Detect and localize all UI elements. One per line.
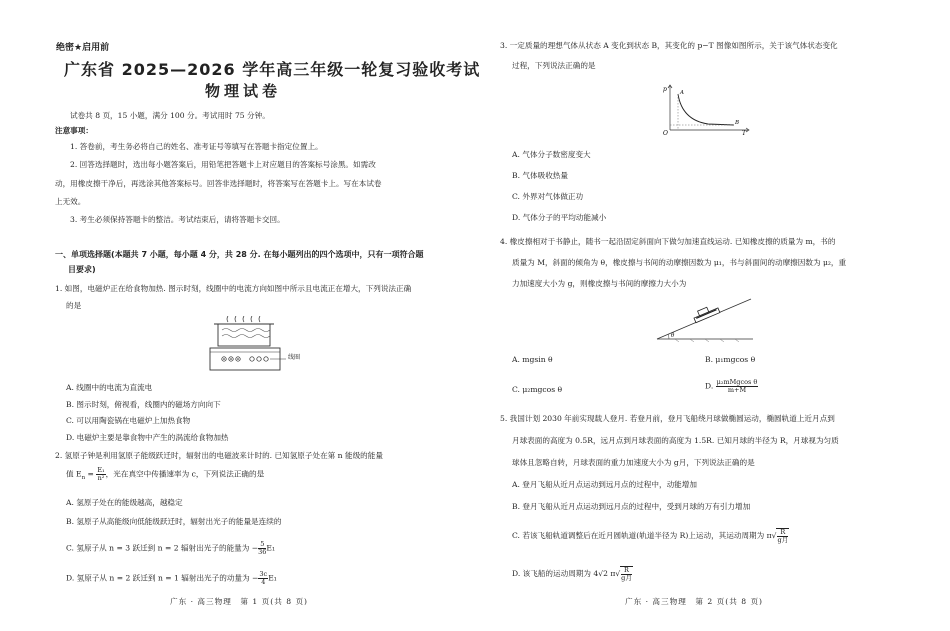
food-layer [222,329,270,332]
q5-stem-cont: 球体且忽略自转，月球表面的重力加速度大小为 g月，下列说法正确的是 [512,458,755,467]
page-footer: 广东 · 高三物理 第 2 页(共 8 页) [625,597,764,606]
exam-title: 广东省 2025—2026 学年高三年级一轮复习验收考试 [64,60,481,79]
q3-option-d[interactable]: D. 气体分子的平均动能减小 [512,213,607,222]
q4-option-a[interactable]: A. mgsin θ [512,355,553,364]
q1-option-c[interactable]: C. 可以用陶瓷锅在电磁炉上加热食物 [66,416,191,425]
q4-option-d[interactable]: D. $\frac{\text{μ₂mMgcos θ}}{m+M}$ [705,378,758,394]
q1-option-a[interactable]: A. 线圈中的电流为直流电 [66,383,153,392]
note-item: 动，用橡皮擦干净后，再选涂其他答案标号。回答非选择题时，将答案写在答题卡上。写在本试卷 [55,179,382,188]
q1-option-d[interactable]: D. 电磁炉主要是靠食物中产生的涡流给食物加热 [66,433,229,442]
point-a-label: A [680,90,684,96]
note-item: 1. 答卷前，考生务必将自己的姓名、准考证号等填写在答题卡指定位置上。 [70,142,323,151]
induction-cooker-figure [200,316,310,378]
q3-option-b[interactable]: B. 气体吸收热量 [512,171,568,180]
q5-option-a[interactable]: A. 登月飞船从近月点运动到远月点的过程中，动能增加 [512,480,697,489]
note-item: 上无效。 [55,197,86,206]
q4-stem-cont: 质量为 M，斜面的倾角为 θ，橡皮擦与书间的动摩擦因数为 μ₁，书与斜面间的动摩擦因数为 μ₂，重 [512,258,847,267]
q2-option-a[interactable]: A. 氢原子处在的能级越高，越稳定 [66,498,183,507]
coil-label: 线圈 [288,354,301,361]
q2-stem: 2. 氢原子钟是利用氢原子能级跃迁时，辐射出的电磁波来计时的. 已知氢原子处在第 n 能级的能量 [55,451,383,460]
page-right [475,0,950,631]
steam-lines [227,316,260,322]
p-t-graph [660,82,752,136]
q2-option-c[interactable]: C. 氢原子从 n = 3 跃迁到 n = 2 辐射出光子的能量为 − $\frac{5}{36}$ E₁ [66,540,275,556]
incline-figure [655,294,755,342]
note-item: 2. 回答选择题时，选出每小题答案后，用铅笔把答题卡上对应题目的答案标号涂黑。如需改 [70,160,376,169]
note-item: 3. 考生必须保持答题卡的整洁。考试结束后，请将答题卡交回。 [70,215,285,224]
q4-option-b[interactable]: B. μ₁mgcos θ [705,355,756,364]
section-heading: 一、单项选择题(本题共 7 小题，每小题 4 分，共 28 分. 在每小题列出的四个选项中，只有一项符合题 [55,250,424,259]
q4-stem-cont: 力加速度大小为 g，则橡皮擦与书间的摩擦力大小为 [512,279,687,288]
section-heading-cont: 目要求) [68,265,96,274]
current-direction-dots [223,358,239,360]
subject-title: 物理试卷 [205,82,282,100]
q5-stem-cont: 月球表面的高度为 0.5R，远月点到月球表面的高度为 1.5R. 已知月球的半径为 R，月球视为匀质 [512,436,839,445]
q5-option-b[interactable]: B. 登月飞船从近月点运动到远月点的过程中，受到月球的万有引力增加 [512,502,751,511]
q1-stem-cont: 的是 [66,301,82,310]
q1-stem: 1. 如图，电磁炉正在给食物加热. 图示时刻，线圈中的电流方向如图中所示且电流正在增大，下列说法正确 [55,284,412,293]
origin-label: O [663,130,668,136]
t-axis-label: T [742,130,747,136]
q3-stem: 3. 一定质量的理想气体从状态 A 变化到状态 B，其变化的 p−T 图像如图所示，关于该气体状态变化 [500,41,838,50]
page-footer: 广东 · 高三物理 第 1 页(共 8 页) [170,597,309,606]
angle-label: θ [671,333,675,339]
q5-option-d[interactable]: D. 该飞船的运动周期为 4√2 π√ $\frac{R}{\text{g月}}$ [512,566,632,582]
coil [222,357,268,361]
p-axis-label: p [663,86,667,93]
q2-stem-cont: 值 $E_n$ = $\frac{\text{E₁}}{\text{n²}}$ ，光在真空中传播速率为 c，下列说法正确的是 [66,466,265,482]
book-and-eraser [692,303,720,322]
q2-option-d[interactable]: D. 氢原子从 n = 2 跃迁到 n = 1 辐射出光子的动量为 − $\frac{3c}{4}$ E₁ [66,570,277,586]
q5-stem: 5. 我国计划 2030 年前实现载人登月. 若登月前，登月飞船绕月球做椭圆运动，椭圆轨道上近月点到 [500,414,835,423]
q3-option-c[interactable]: C. 外界对气体做正功 [512,192,584,201]
point-b-label: B [735,120,740,126]
cooker-base [210,348,280,370]
q4-option-c[interactable]: C. μ₂mgcos θ [512,385,563,394]
q1-option-b[interactable]: B. 图示时刻，俯视看，线圈内的磁场方向向下 [66,400,221,409]
process-curve [678,94,734,125]
q3-option-a[interactable]: A. 气体分子数密度变大 [512,150,591,159]
exam-info: 试卷共 8 页，15 小题，满分 100 分。考试用时 75 分钟。 [70,111,270,120]
q4-stem: 4. 橡皮擦相对于书静止，随书一起沿固定斜面向下做匀加速直线运动. 已知橡皮擦的质量为 m，书的 [500,237,836,246]
q5-option-c[interactable]: C. 若该飞船轨道调整后在近月圆轨道(轨道半径为 R)上运动，其运动周期为 π√ $\frac{R}{\text{g月}}$ [512,528,789,544]
q3-stem-cont: 过程，下列说法正确的是 [512,61,596,70]
notes-heading: 注意事项： [55,126,93,135]
confidential-label: 绝密★启用前 [56,43,110,53]
q2-option-b[interactable]: B. 氢原子从高能级向低能级跃迁时，辐射出光子的能量是连续的 [66,517,282,526]
